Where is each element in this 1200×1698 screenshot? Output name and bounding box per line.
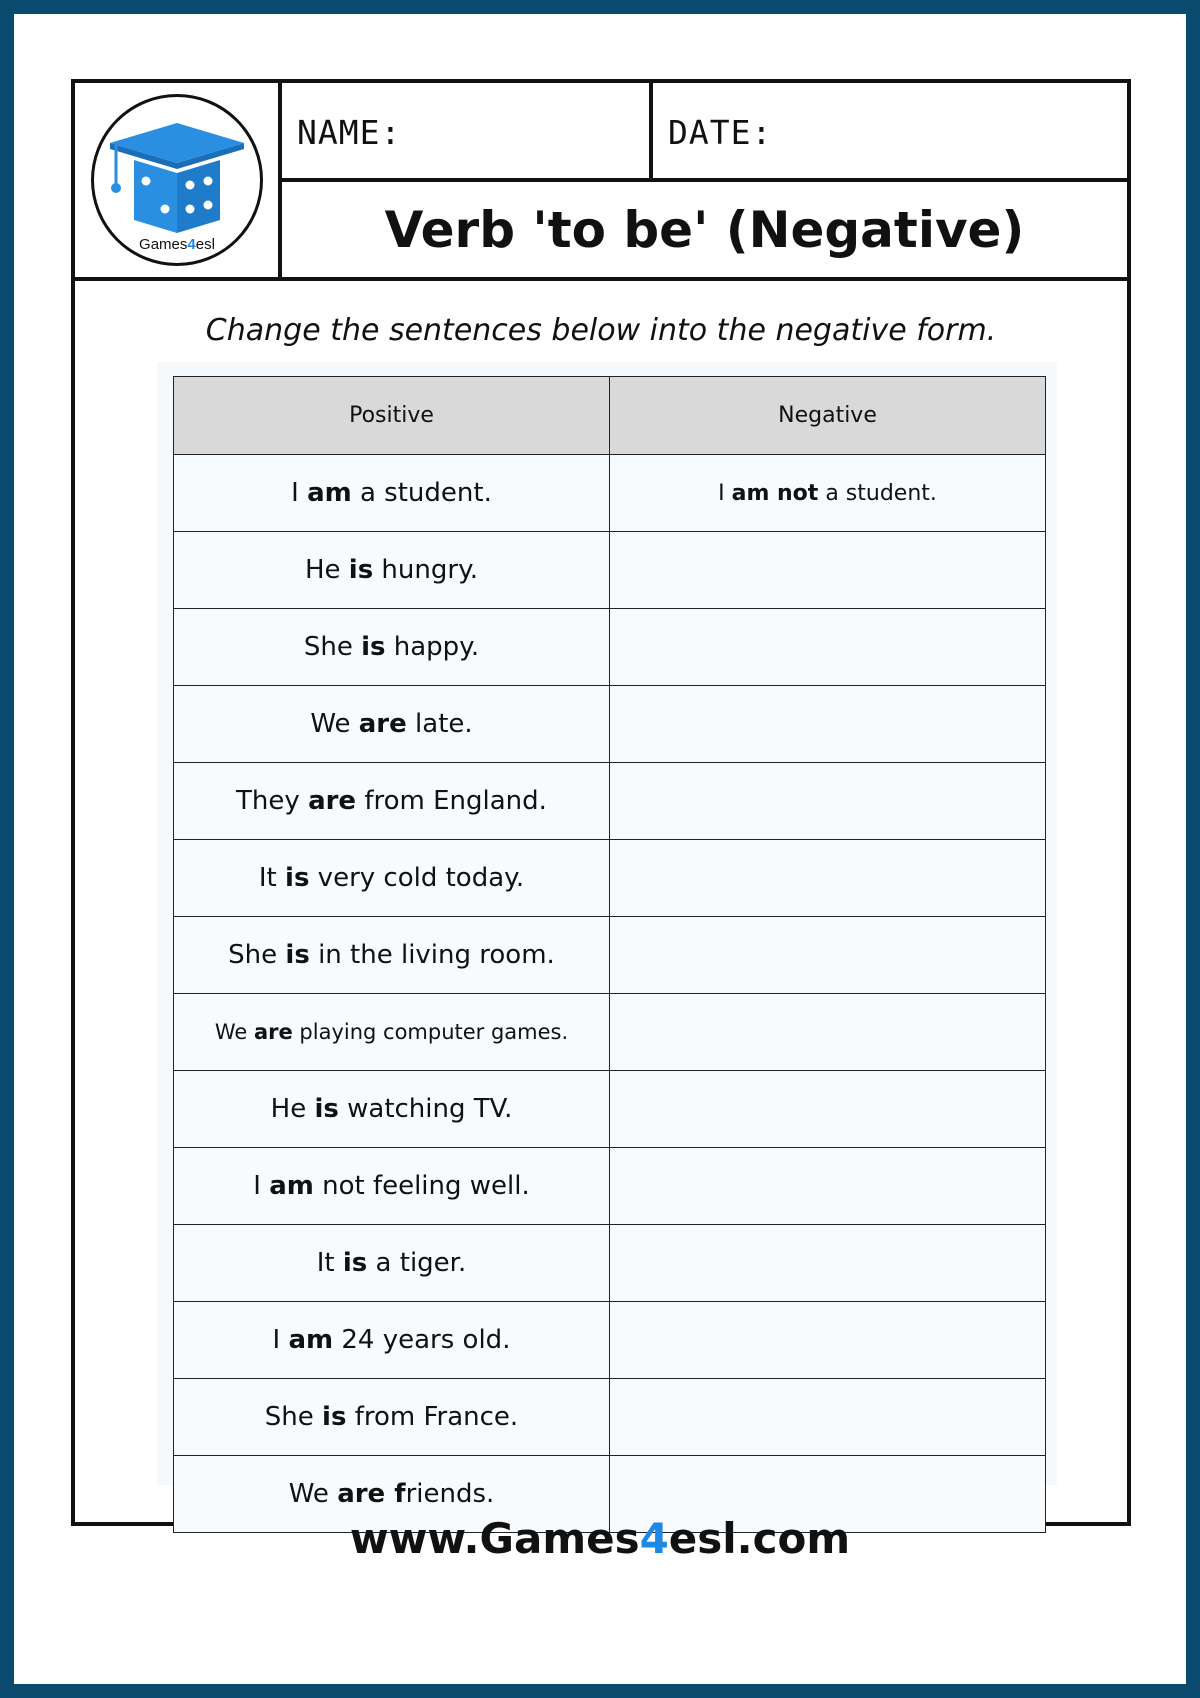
verb-to-be: is xyxy=(285,863,310,893)
sentence-part: It xyxy=(258,863,286,893)
worksheet-frame xyxy=(71,79,1131,1526)
sentence-part: We xyxy=(288,1479,338,1509)
sentence-part: watching TV. xyxy=(338,1094,513,1124)
table-row xyxy=(174,1379,1046,1456)
negative-answer-cell[interactable] xyxy=(610,609,1046,686)
positive-sentence xyxy=(174,1302,610,1379)
worksheet-page xyxy=(14,14,1186,1684)
negative-answer-cell[interactable] xyxy=(610,1148,1046,1225)
table-row xyxy=(174,1302,1046,1379)
positive-sentence xyxy=(174,994,610,1071)
sentence-part: She xyxy=(228,940,286,970)
negative-verb: am not xyxy=(731,480,819,506)
positive-sentence xyxy=(174,1225,610,1302)
sentence-part: very cold today. xyxy=(309,863,525,893)
instruction-text: Change the sentences below into the negative form. xyxy=(205,313,997,348)
negative-answer-cell[interactable] xyxy=(610,1225,1046,1302)
table-row xyxy=(174,686,1046,763)
name-field-cell[interactable] xyxy=(282,83,653,182)
column-header-positive: Positive xyxy=(174,377,610,455)
answer-part: I xyxy=(718,480,732,506)
sentence-part: from England. xyxy=(356,786,547,816)
sentence-part: playing computer games. xyxy=(292,1020,569,1044)
verb-to-be: are f xyxy=(337,1479,406,1509)
positive-sentence xyxy=(174,917,610,994)
verb-to-be: are xyxy=(253,1020,293,1044)
verb-to-be: is xyxy=(361,632,386,662)
positive-sentence xyxy=(174,609,610,686)
sentence-part: a tiger. xyxy=(367,1248,467,1278)
sentence-part: I xyxy=(291,478,308,508)
sentence-part: late. xyxy=(406,709,473,739)
verb-to-be: are xyxy=(358,709,407,739)
logo-wordmark: Games4esl xyxy=(139,236,215,253)
verb-to-be: is xyxy=(348,555,374,585)
sentence-part: in the living room. xyxy=(309,940,555,970)
positive-sentence xyxy=(174,763,610,840)
table-row xyxy=(174,840,1046,917)
date-field-cell[interactable] xyxy=(653,83,1127,182)
verb-to-be: am xyxy=(269,1171,314,1201)
negative-answer-cell[interactable] xyxy=(610,917,1046,994)
positive-sentence xyxy=(174,840,610,917)
table-row xyxy=(174,455,1046,532)
sentence-part: from France. xyxy=(346,1402,519,1432)
positive-sentence xyxy=(174,1148,610,1225)
verb-to-be: is xyxy=(342,1248,368,1278)
sentence-part: riends. xyxy=(405,1479,495,1509)
verb-to-be: are xyxy=(308,786,357,816)
sentence-part: not feeling well. xyxy=(313,1171,530,1201)
table-row xyxy=(174,532,1046,609)
table-row xyxy=(174,994,1046,1071)
negative-answer-cell[interactable] xyxy=(610,994,1046,1071)
worksheet-title: Verb 'to be' (Negative) xyxy=(384,200,1025,259)
sentence-part: a student. xyxy=(351,478,492,508)
title-cell xyxy=(282,182,1127,281)
table-row xyxy=(174,1225,1046,1302)
sentence-part: happy. xyxy=(385,632,480,662)
sentence-part: 24 years old. xyxy=(333,1325,511,1355)
table-row xyxy=(174,1148,1046,1225)
table-row xyxy=(174,609,1046,686)
verb-to-be: am xyxy=(307,478,352,508)
graduation-cap-dice-icon xyxy=(94,105,260,245)
table-header-row xyxy=(174,377,1046,455)
positive-sentence xyxy=(174,1071,610,1148)
sentence-part: I xyxy=(253,1171,270,1201)
answer-part: a student. xyxy=(818,480,937,506)
logo-cell xyxy=(75,83,282,281)
exercise-table xyxy=(173,376,1046,1533)
negative-answer-cell[interactable] xyxy=(610,686,1046,763)
sentence-part: He xyxy=(304,555,349,585)
sentence-part: hungry. xyxy=(373,555,479,585)
negative-answer-cell[interactable] xyxy=(610,1071,1046,1148)
logo xyxy=(91,94,263,266)
verb-to-be: is xyxy=(322,1402,347,1432)
sentence-part: We xyxy=(214,1020,254,1044)
sentence-part: They xyxy=(236,786,309,816)
column-header-negative: Negative xyxy=(610,377,1046,455)
positive-sentence xyxy=(174,686,610,763)
negative-answer-cell[interactable] xyxy=(610,840,1046,917)
positive-sentence xyxy=(174,532,610,609)
sentence-part: It xyxy=(316,1248,343,1278)
negative-answer-cell[interactable] xyxy=(610,763,1046,840)
sentence-part: I xyxy=(272,1325,289,1355)
table-row xyxy=(174,763,1046,840)
negative-answer-cell[interactable] xyxy=(610,532,1046,609)
exercise-table-area xyxy=(157,362,1057,1509)
negative-answer-cell[interactable] xyxy=(610,1302,1046,1379)
sentence-part: He xyxy=(270,1094,315,1124)
footer-url: www.Games4esl.com xyxy=(349,1514,851,1563)
sentence-part: She xyxy=(264,1402,323,1432)
verb-to-be: is xyxy=(314,1094,339,1124)
negative-answer-cell[interactable] xyxy=(610,1379,1046,1456)
verb-to-be: am xyxy=(288,1325,334,1355)
table-row xyxy=(174,1071,1046,1148)
negative-answer-cell[interactable] xyxy=(610,455,1046,532)
sentence-part: She xyxy=(303,632,362,662)
sentence-part: We xyxy=(310,709,359,739)
verb-to-be: is xyxy=(285,940,310,970)
positive-sentence xyxy=(174,1379,610,1456)
date-label: DATE: xyxy=(668,113,773,152)
name-label: NAME: xyxy=(297,113,402,152)
table-row xyxy=(174,917,1046,994)
positive-sentence xyxy=(174,455,610,532)
